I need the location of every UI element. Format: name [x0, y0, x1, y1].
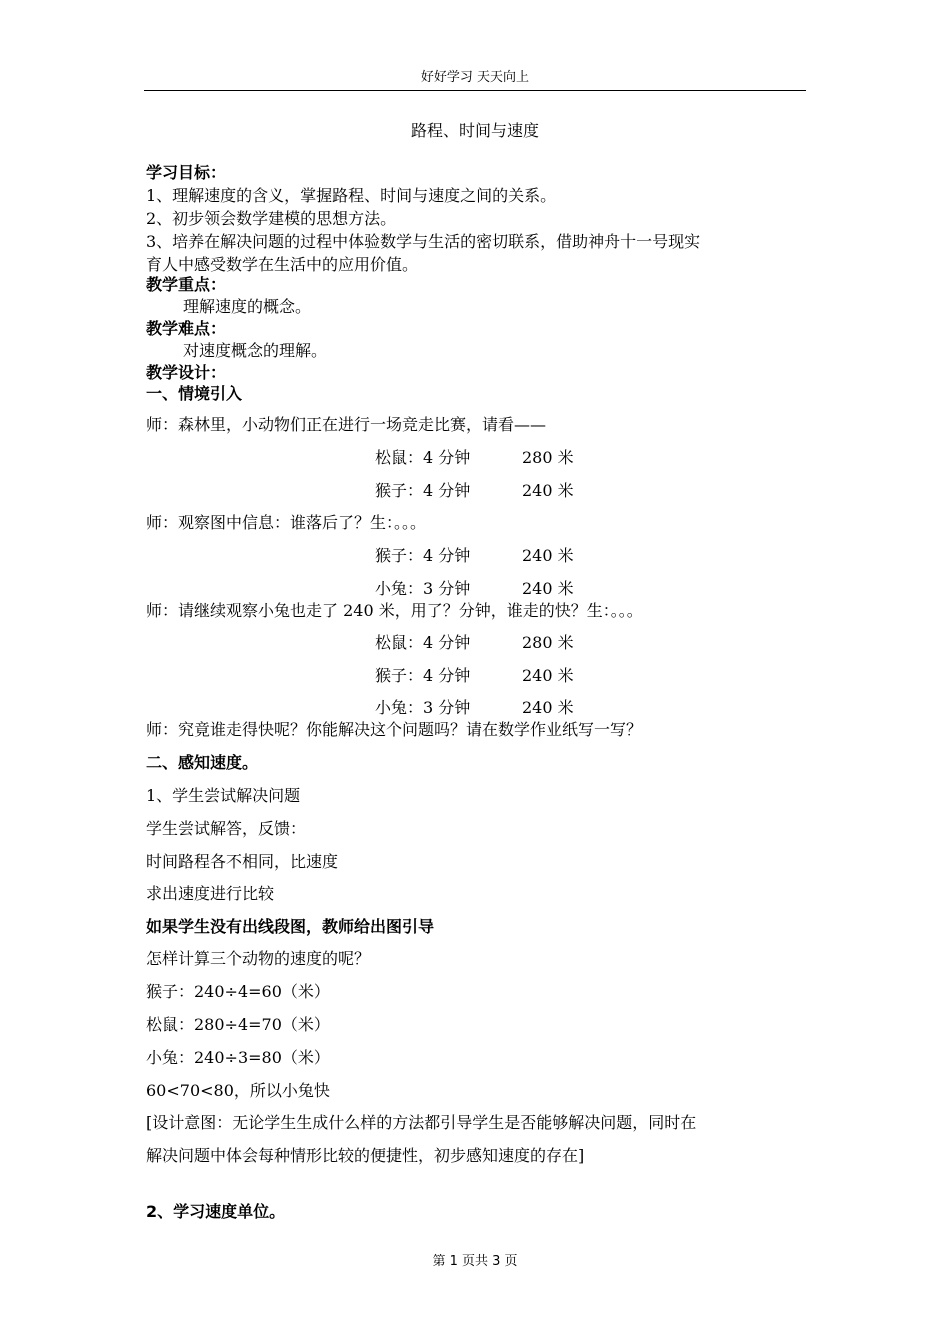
objectives-heading: 学习目标： [146, 163, 227, 182]
design-intent: 解决问题中体会每种情形比较的便捷性，初步感知速度的存在] [146, 1146, 585, 1165]
section1-heading: 一、情境引入 [146, 384, 243, 403]
record-distance: 240 米 [522, 579, 574, 598]
section2-bold-line: 如果学生没有出线段图，教师给出图引导 [146, 917, 435, 936]
key-point-heading: 教学重点： [146, 275, 227, 294]
record-distance: 240 米 [522, 698, 574, 717]
question-3: 师：究竟谁走得快呢？你能解决这个问题吗？请在数学作业纸写一写？ [146, 720, 643, 739]
calc-line: 60<70<80，所以小兔快 [146, 1081, 330, 1100]
objective-item: 1、理解速度的含义，掌握路程、时间与速度之间的关系。 [146, 186, 557, 205]
record-animal-time: 猴子：4 分钟 [375, 666, 471, 685]
key-point-text: 理解速度的概念。 [183, 297, 312, 316]
record-row [375, 663, 574, 686]
record-distance: 240 米 [522, 666, 574, 685]
question-2: 师：请继续观察小兔也走了 240 米，用了？分钟，谁走的快？生：。。。 [146, 601, 643, 620]
subsection-2-heading: 2、学习速度单位。 [146, 1202, 286, 1221]
record-row [375, 543, 574, 566]
record-animal-time: 小兔：3 分钟 [375, 698, 471, 717]
design-heading: 教学设计： [146, 363, 227, 382]
record-animal-time: 猴子：4 分钟 [375, 481, 471, 500]
calc-line: 猴子：240÷4=60（米） [146, 982, 330, 1001]
record-row [375, 445, 574, 468]
record-distance: 280 米 [522, 448, 574, 467]
section2-line: 时间路程各不相同，比速度 [146, 852, 339, 871]
record-animal-time: 小兔：3 分钟 [375, 579, 471, 598]
design-intent: [设计意图：无论学生生成什么样的方法都引导学生是否能够解决问题，同时在 [146, 1113, 697, 1132]
document-title: 路程、时间与速度 [410, 121, 539, 140]
record-row [375, 630, 574, 653]
section2-line: 1、学生尝试解决问题 [146, 786, 301, 805]
calc-line: 小兔：240÷3=80（米） [146, 1048, 330, 1067]
record-distance: 280 米 [522, 633, 574, 652]
calc-line: 松鼠：280÷4=70（米） [146, 1015, 330, 1034]
objective-item: 2、初步领会数学建模的思想方法。 [146, 209, 397, 228]
section2-heading: 二、感知速度。 [146, 753, 259, 772]
record-row [375, 695, 574, 718]
section1-intro: 师：森林里，小动物们正在进行一场竞走比赛，请看—— [146, 415, 547, 434]
page-footer: 第 1 页共 3 页 [432, 1254, 518, 1269]
question-1: 师：观察图中信息：谁落后了？生：。。。 [146, 513, 427, 532]
record-animal-time: 松鼠：4 分钟 [375, 448, 471, 467]
section2-line: 求出速度进行比较 [146, 884, 275, 903]
record-animal-time: 猴子：4 分钟 [375, 546, 471, 565]
record-animal-time: 松鼠：4 分钟 [375, 633, 471, 652]
difficulty-text: 对速度概念的理解。 [183, 341, 328, 360]
objective-item: 3、培养在解决问题的过程中体验数学与生活的密切联系，借助神舟十一号现实 [146, 232, 701, 251]
objective-item: 育人中感受数学在生活中的应用价值。 [146, 255, 419, 274]
record-distance: 240 米 [522, 481, 574, 500]
record-row [375, 576, 574, 599]
section2-line: 学生尝试解答，反馈： [146, 819, 307, 838]
calc-line: 怎样计算三个动物的速度的呢？ [146, 949, 371, 968]
record-row [375, 478, 574, 501]
page-header: 好好学习 天天向上 [144, 68, 806, 91]
record-distance: 240 米 [522, 546, 574, 565]
difficulty-heading: 教学难点： [146, 319, 227, 338]
